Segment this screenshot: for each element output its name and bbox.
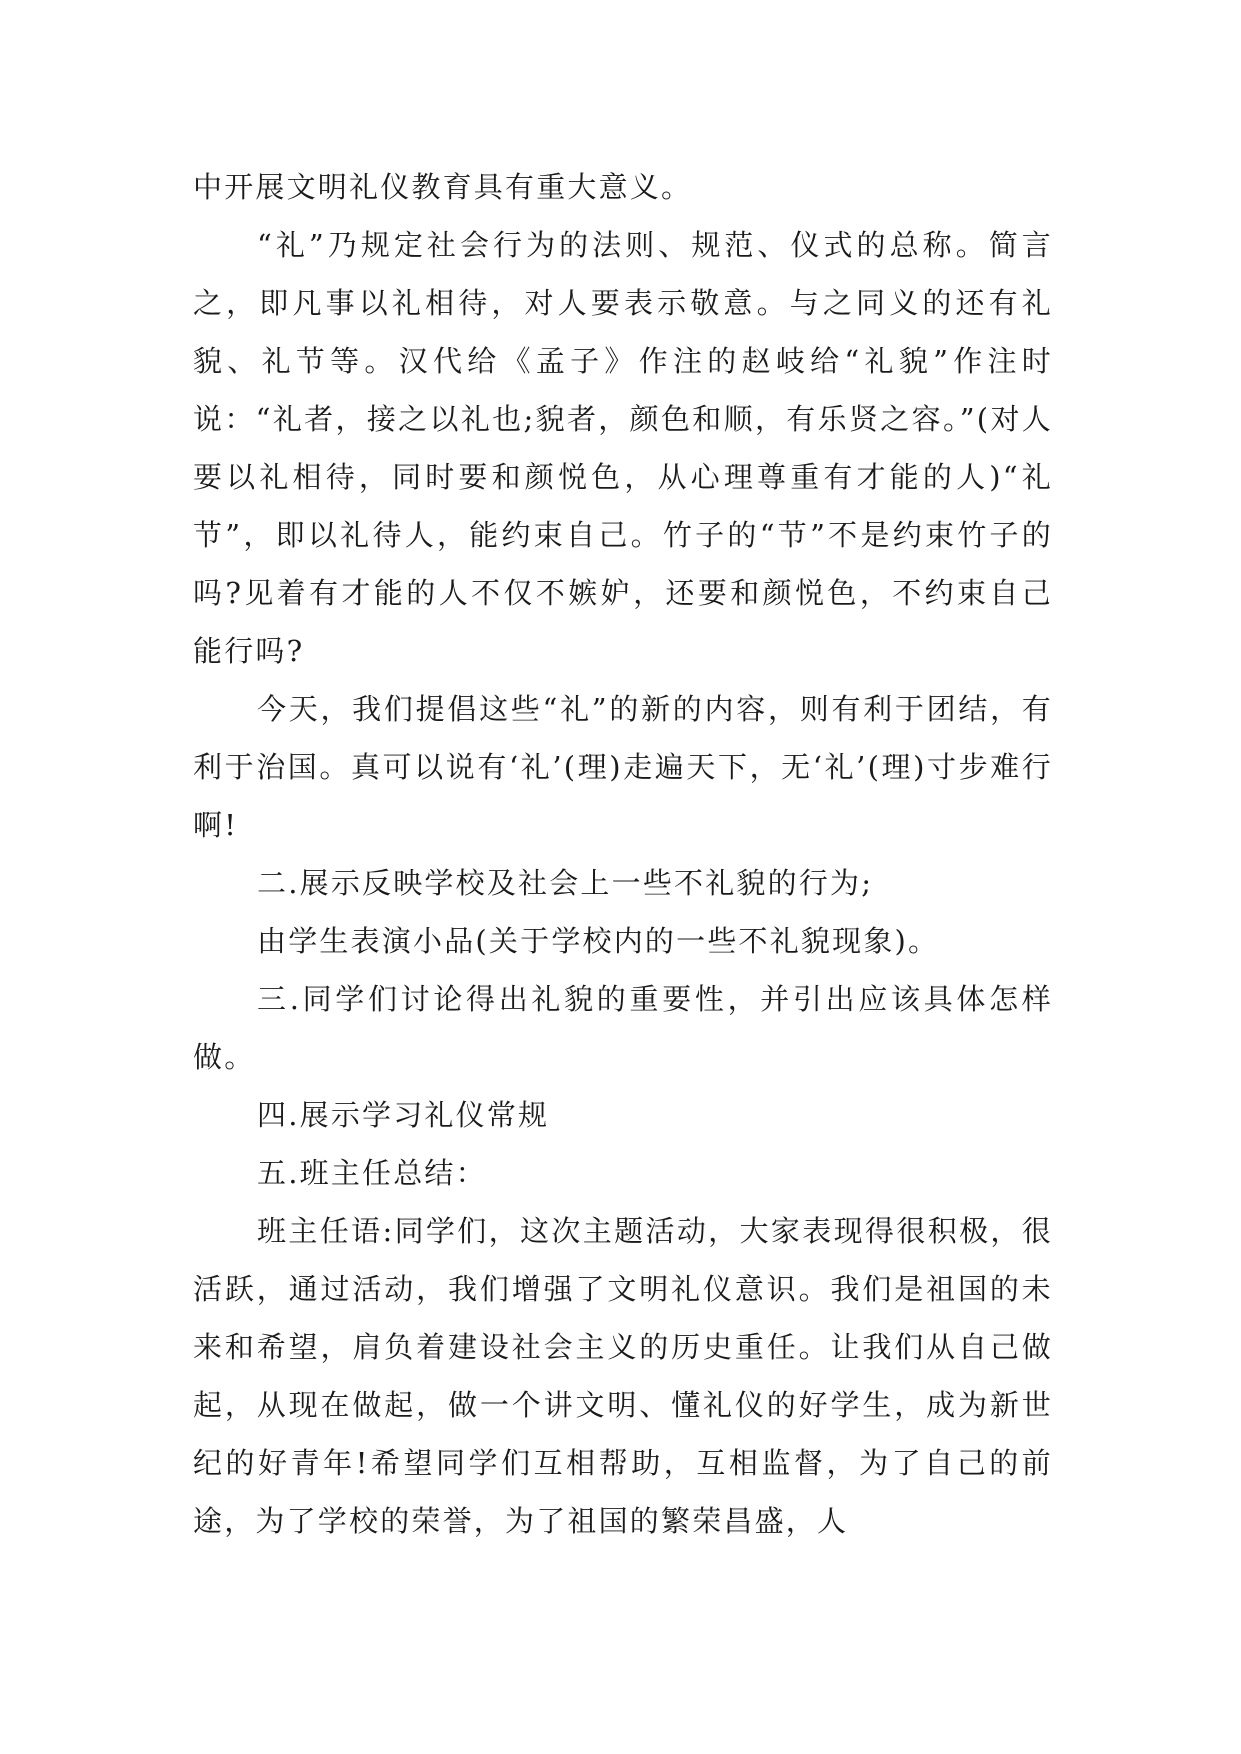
paragraph-3: 今天，我们提倡这些“礼”的新的内容，则有利于团结，有利于治国。真可以说有‘礼’(理)走遍天下，无‘礼’(理)寸步难行啊! — [193, 692, 1053, 842]
paragraph-2: “礼”乃规定社会行为的法则、规范、仪式的总称。简言之，即凡事以礼相待，对人要表示敬意。与之同义的还有礼貌、礼节等。汉代给《孟子》作注的赵岐给“礼貌”作注时说：“礼者，接之以礼也;貌者，颜色和顺，有乐贤之容。”(对人要以礼相待，同时要和颜悦色，从心理尊重有才能的人)“礼节”，即以礼待人，能约束自己。竹子的“节”不是约束竹子的吗?见着有才能的人不仅不嫉妒，还要和颜悦色，不约束自己能行吗? — [193, 228, 1053, 668]
document-page — [193, 158, 1053, 1550]
paragraph-1: 中开展文明礼仪教育具有重大意义。 — [193, 170, 693, 204]
paragraph-8: 五.班主任总结： — [257, 1156, 487, 1190]
paragraph-5: 由学生表演小品(关于学校内的一些不礼貌现象)。 — [257, 924, 940, 958]
paragraph-6: 三.同学们讨论得出礼貌的重要性，并引出应该具体怎样做。 — [193, 982, 1053, 1074]
paragraph-4: 二.展示反映学校及社会上一些不礼貌的行为; — [257, 866, 874, 900]
paragraph-9: 班主任语:同学们，这次主题活动，大家表现得很积极，很活跃，通过活动，我们增强了文明礼仪意识。我们是祖国的未来和希望，肩负着建设社会主义的历史重任。让我们从自己做起，从现在做起，做一个讲文明、懂礼仪的好学生，成为新世纪的好青年!希望同学们互相帮助，互相监督，为了自己的前途，为了学校的荣誉，为了祖国的繁荣昌盛，人 — [193, 1214, 1053, 1538]
paragraph-7: 四.展示学习礼仪常规 — [257, 1098, 550, 1132]
